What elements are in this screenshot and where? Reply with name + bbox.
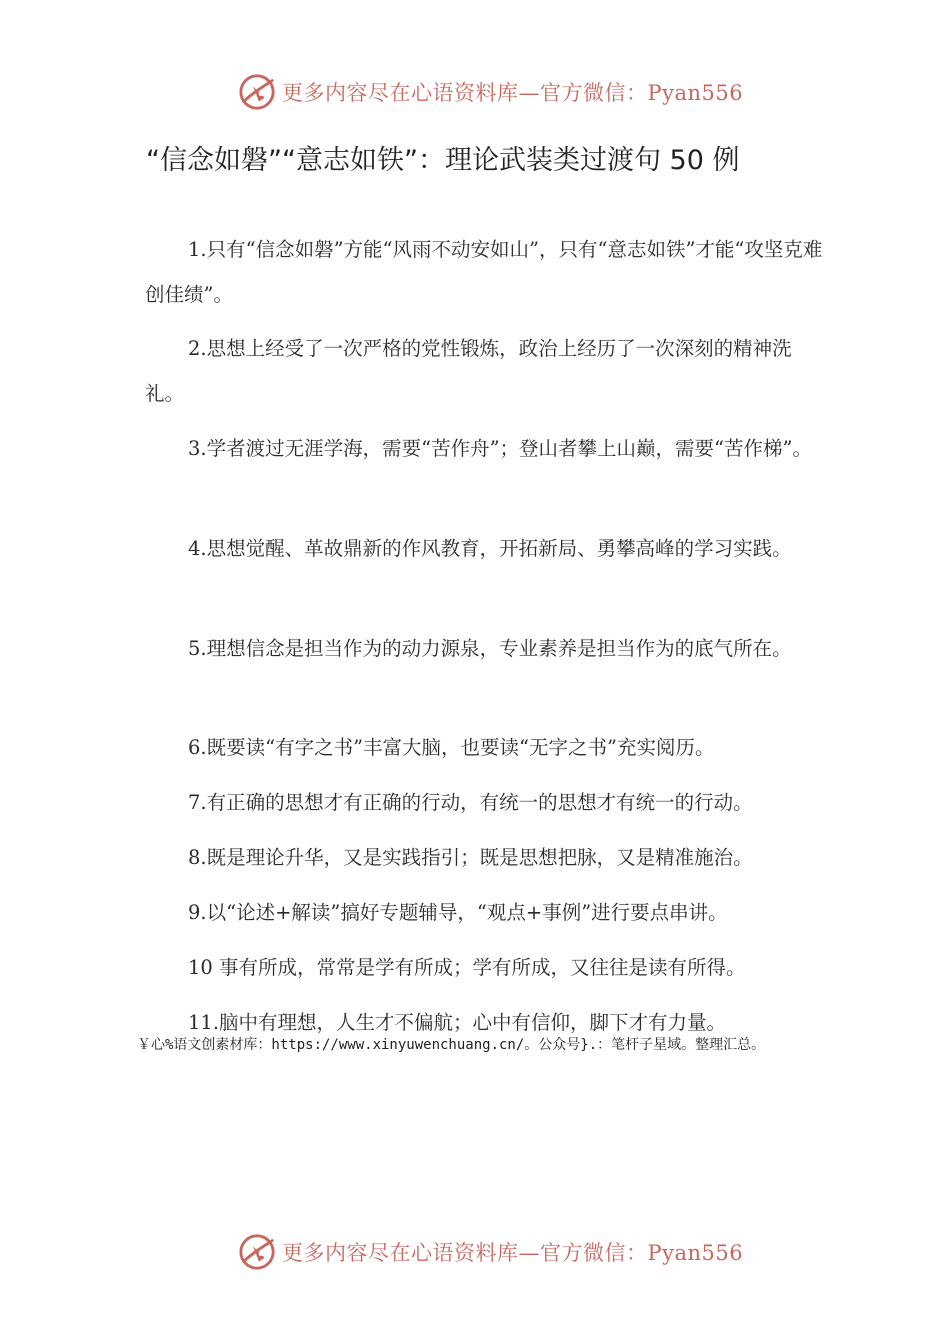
item-number: 6.	[188, 736, 207, 759]
item-text: 学者渡过无涯学海，需要“苦作舟”；登山者攀上山巅，需要“苦作梯”。	[206, 437, 812, 460]
item-number: 3.	[188, 437, 207, 460]
item-text: 思想觉醒、革故鼎新的作风教育，开拓新局、勇攀高峰的学习实践。	[206, 537, 792, 560]
pen-circle-logo-icon	[238, 73, 276, 111]
list-item	[145, 945, 825, 990]
item-number: 11.	[188, 1011, 220, 1034]
item-number: 5.	[188, 637, 207, 660]
item-number: 2.	[188, 337, 207, 360]
item-text: 理想信念是担当作为的动力源泉，专业素养是担当作为的底气所在。	[206, 637, 792, 660]
item-number: 8.	[188, 846, 207, 869]
item-number: 10	[188, 956, 213, 979]
list-item	[145, 626, 825, 671]
list-item	[145, 326, 825, 416]
pen-circle-logo-icon	[238, 1233, 276, 1271]
item-text: 既要读“有字之书”丰富大脑，也要读“无字之书”充实阅历。	[206, 736, 715, 759]
banner-text: 更多内容尽在心语资料库—官方微信：Pyan556	[282, 81, 744, 105]
item-text: 只有“信念如磐”方能“风雨不动安如山”，只有“意志如铁”才能“攻坚克难创佳绩”。	[145, 238, 823, 306]
item-text: 思想上经受了一次严格的党性锻炼，政治上经历了一次深刻的精神洗礼。	[145, 337, 792, 405]
item-number: 1.	[188, 238, 207, 261]
list-item	[145, 227, 825, 317]
item-number: 9.	[188, 901, 207, 924]
document-title: “信念如磐”“意志如铁”：理论武装类过渡句 50 例	[146, 145, 740, 176]
list-item	[145, 526, 825, 571]
footer-banner	[238, 1232, 758, 1272]
item-text: 以“论述+解读”搞好专题辅导，“观点+事例”进行要点串讲。	[206, 901, 728, 924]
item-text: 脑中有理想，人生才不偏航；心中有信仰，脚下才有力量。	[219, 1011, 727, 1034]
list-item	[145, 780, 825, 825]
banner-text: 更多内容尽在心语资料库—官方微信：Pyan556	[282, 1241, 744, 1265]
list-item	[145, 426, 825, 471]
item-text: 既是理论升华，又是实践指引；既是思想把脉，又是精准施治。	[206, 846, 753, 869]
item-text: 事有所成，常常是学有所成；学有所成，又往往是读有所得。	[212, 956, 746, 979]
item-number: 7.	[188, 791, 207, 814]
list-item	[145, 890, 825, 935]
source-note: ￥心%语文创素材库：https://www.xinyuwenchuang.cn/。公众号}.：笔杆子星域。整理汇总。	[137, 1037, 766, 1053]
item-text: 有正确的思想才有正确的行动，有统一的思想才有统一的行动。	[206, 791, 753, 814]
item-number: 4.	[188, 537, 207, 560]
list-item	[145, 835, 825, 880]
header-banner	[238, 72, 758, 112]
list-item	[145, 725, 825, 770]
